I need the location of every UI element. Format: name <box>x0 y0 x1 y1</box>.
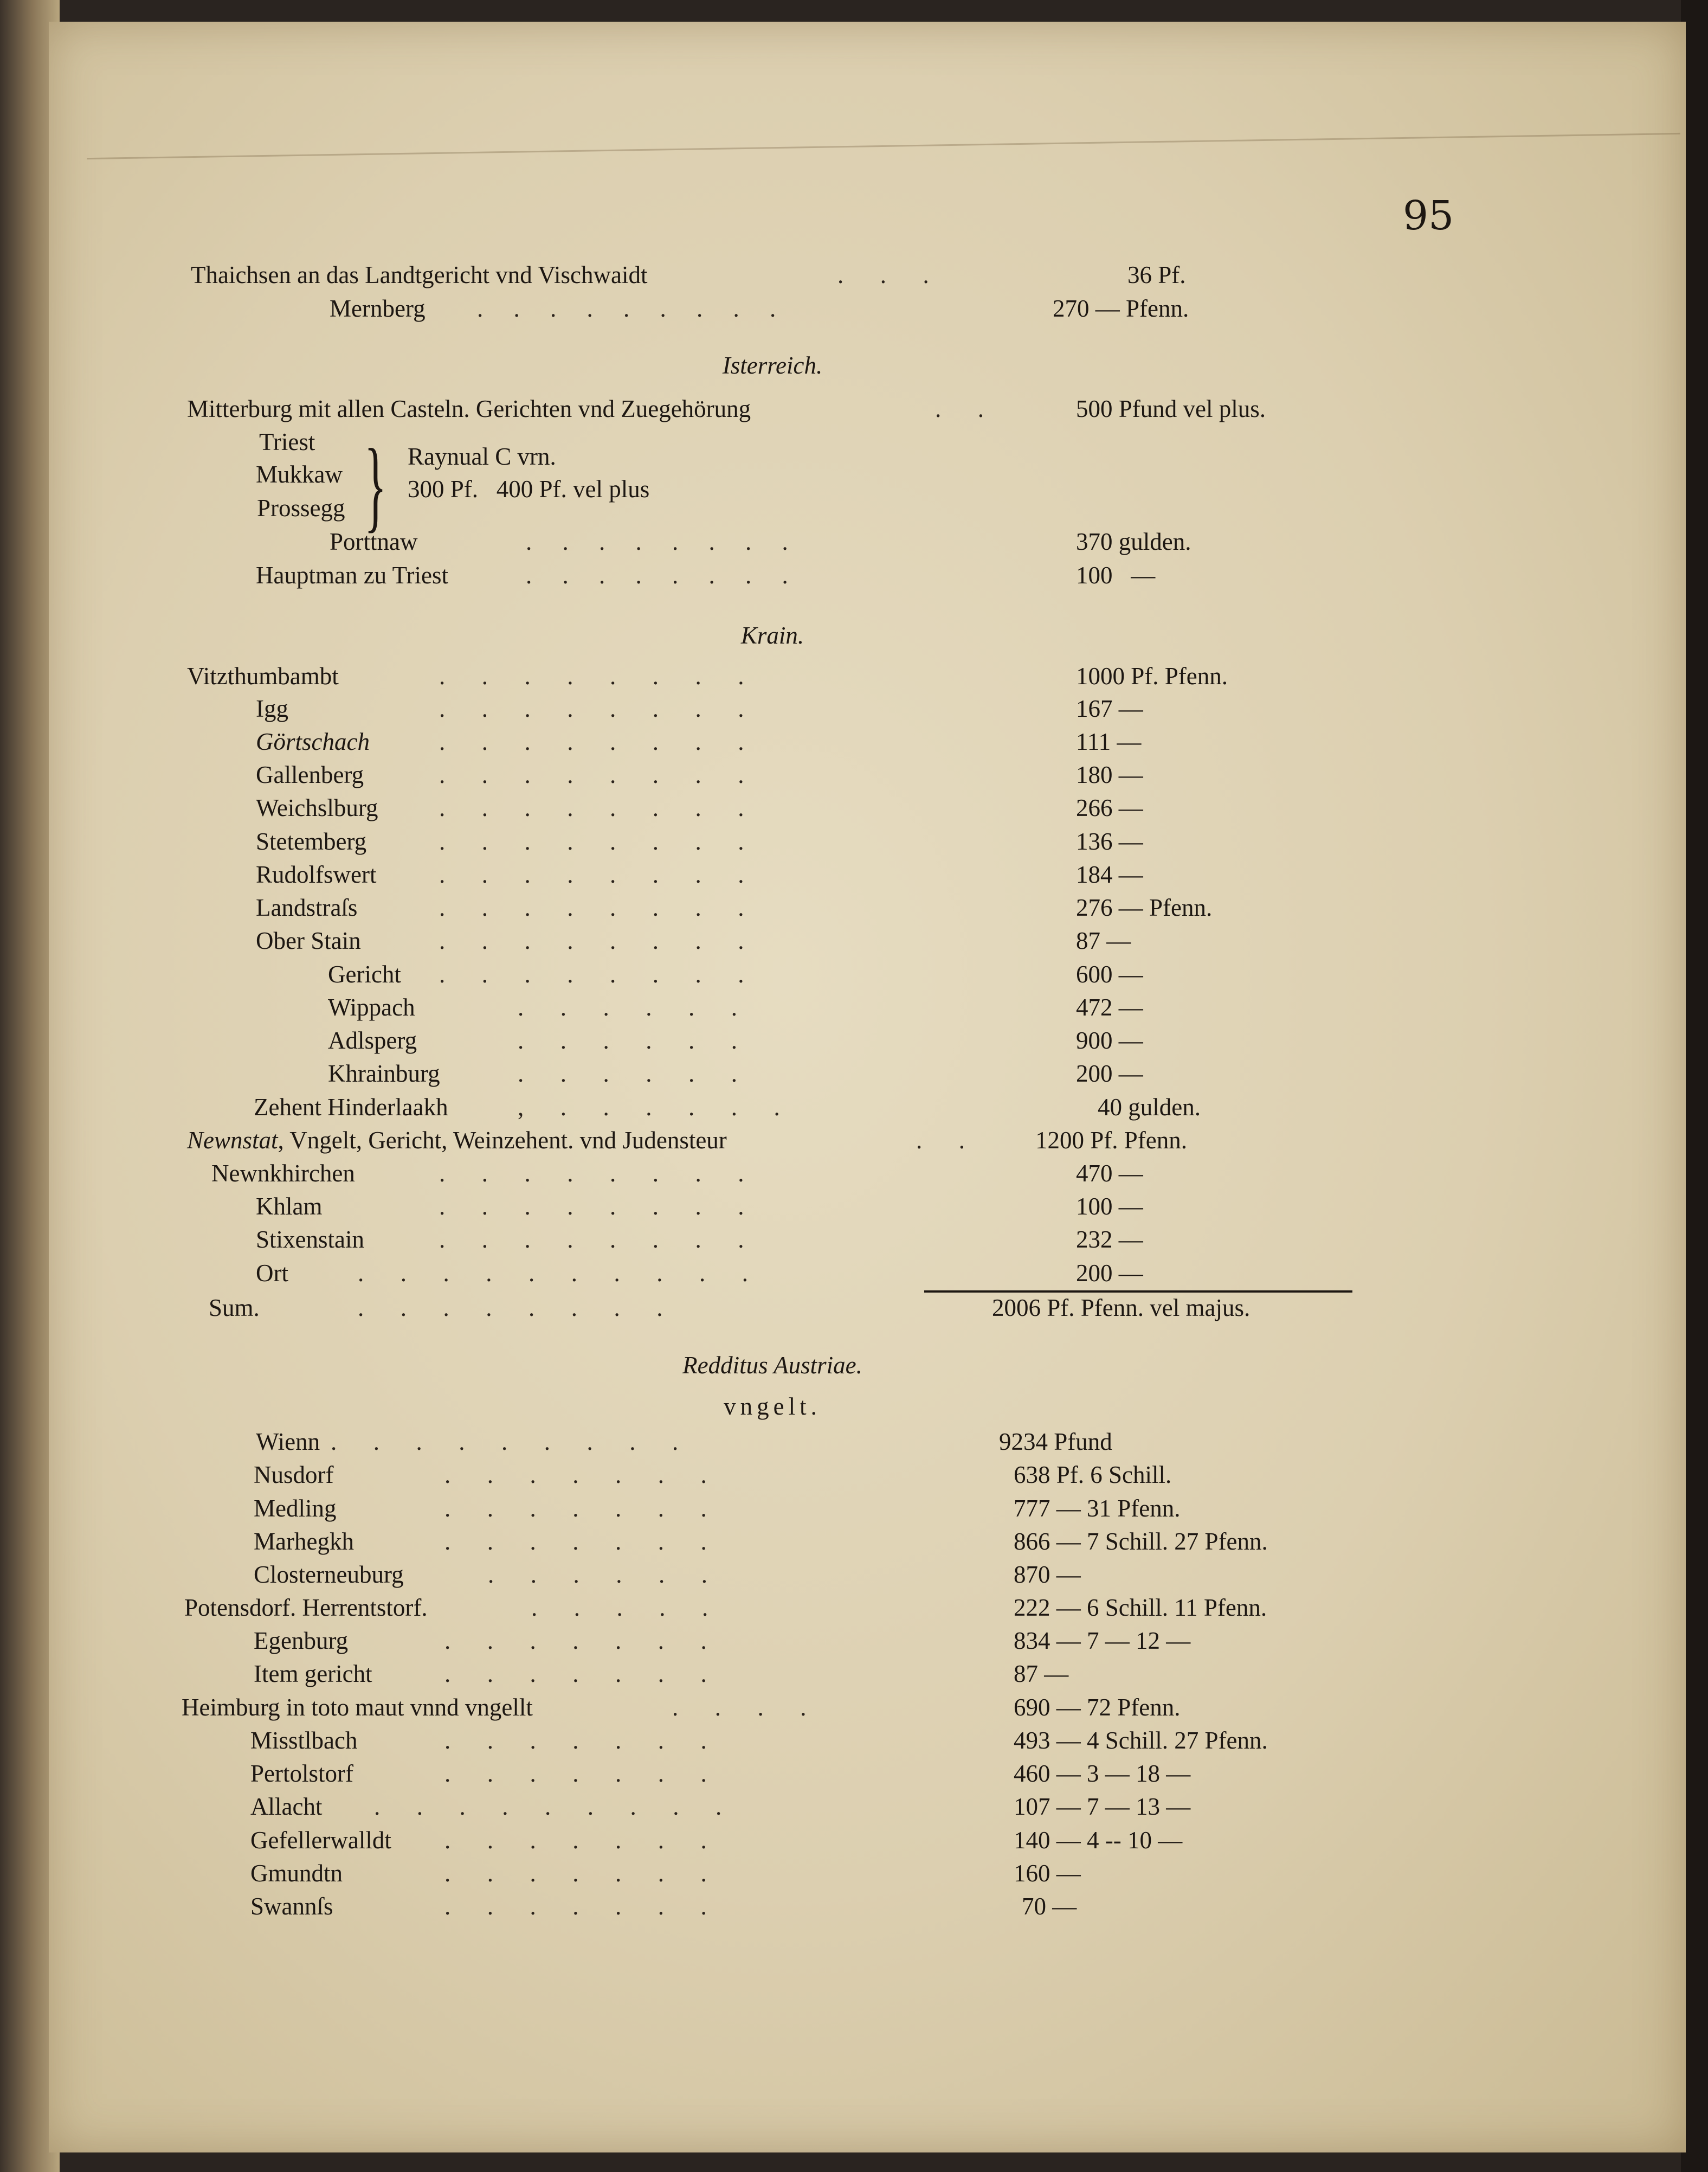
leader-dots: . . . . . . . . <box>439 761 744 788</box>
entry-value: 167 — <box>1076 695 1143 722</box>
entry-value: 87 — <box>1076 927 1131 954</box>
leader-dots: . . . . . . <box>488 1561 707 1588</box>
leader-dots: . . . . . . <box>518 1060 737 1087</box>
leader-dots: . . . . . . . . <box>439 695 744 722</box>
entry-name: Gefellerwalldt <box>250 1827 391 1854</box>
section-heading-krain: Krain. <box>740 622 804 649</box>
leader-dots: . . . . . <box>531 1594 708 1621</box>
leader-dots: . . . . . . . <box>444 1760 707 1787</box>
entry-name-rest: , Vngelt, Gericht, Weinzehent. vnd Judensteur <box>278 1127 727 1154</box>
entry-value: 460 — 3 — 18 — <box>1014 1760 1191 1787</box>
entry-value: 160 — <box>1014 1860 1081 1887</box>
leader-dots: . . . . . . <box>518 994 737 1021</box>
entry-value: 370 gulden. <box>1076 528 1191 555</box>
leader-dots: . . . . . . . <box>444 1461 707 1488</box>
entry-name: Hauptman zu Triest <box>256 562 448 589</box>
leader-dots: . . . . . . . . <box>439 861 744 888</box>
entry-name: Mernberg <box>330 295 426 322</box>
entry-value: 276 — Pfenn. <box>1076 894 1213 921</box>
entry-name: Thaichsen an das Landtgericht vnd Vischwaidt <box>191 261 648 288</box>
entry-value: 107 — 7 — 13 — <box>1014 1793 1191 1820</box>
leader-dots: . . . . . . . . <box>439 927 744 954</box>
leader-dots: . . . . . . . . <box>526 562 788 589</box>
entry-name: Stetemberg <box>256 828 367 855</box>
entry-value: 184 — <box>1076 861 1143 888</box>
leader-dots: . . . . . . . <box>444 1627 707 1654</box>
entry-name: Potensdorf. Herrentstorf. <box>184 1594 428 1621</box>
entry-value: 638 Pf. 6 Schill. <box>1014 1461 1172 1488</box>
entry-value: 87 — <box>1014 1660 1069 1687</box>
entry-value: 222 — 6 Schill. 11 Pfenn. <box>1014 1594 1267 1621</box>
entry-name: Görtschach <box>256 728 370 755</box>
entry-name: Mitterburg mit allen Casteln. Gerichten vnd Zuegehörung <box>187 395 751 422</box>
entry-name <box>187 1128 727 1153</box>
sum-rule <box>924 1290 1352 1293</box>
entry-value: 777 — 31 Pfenn. <box>1014 1495 1181 1522</box>
leader-dots: . . . . . . . <box>444 1893 707 1920</box>
entry-value: 9234 Pfund <box>999 1428 1112 1455</box>
leader-dots: . . . . . . . . <box>358 1294 663 1321</box>
entry-value: 870 — <box>1014 1561 1081 1588</box>
entry-name: Misstlbach <box>250 1727 358 1754</box>
group-place: Mukkaw <box>256 461 343 488</box>
leader-dots: . . . . . . . . <box>439 1226 744 1253</box>
leader-dots: . . . . . . . . . <box>331 1428 679 1455</box>
entry-value: 834 — 7 — 12 — <box>1014 1627 1191 1654</box>
entry-name: Khrainburg <box>328 1060 440 1087</box>
entry-name: Wienn <box>256 1428 320 1455</box>
entry-value: 1000 Pf. Pfenn. <box>1076 663 1228 690</box>
entry-value: 493 — 4 Schill. 27 Pfenn. <box>1014 1727 1268 1754</box>
entry-name: Porttnaw <box>330 528 418 555</box>
leader-dots: . . <box>916 1127 965 1154</box>
leader-dots: . . . . . . . . . <box>374 1793 722 1820</box>
leader-dots: . . . . . . . <box>444 1495 707 1522</box>
entry-value: 266 — <box>1076 794 1143 821</box>
leader-dots: . . . . . . . <box>444 1727 707 1754</box>
entry-name: Gmundtn <box>250 1860 343 1887</box>
page-number: 95 <box>1403 192 1454 239</box>
entry-name: Zehent Hinderlaakh <box>254 1094 448 1121</box>
section-subheading: vngelt. <box>724 1393 821 1420</box>
section-heading-austriae: Redditus Austriae. <box>682 1352 862 1379</box>
group-note: Raynual C vrn. <box>408 443 556 470</box>
group-note: 300 Pf. 400 Pf. vel plus <box>408 475 650 503</box>
leader-dots: . . . . . . . . <box>439 894 744 921</box>
leader-dots: , . . . . . . <box>518 1094 780 1121</box>
entry-value: 232 — <box>1076 1226 1143 1253</box>
entry-value: 180 — <box>1076 761 1143 788</box>
group-place: Triest <box>259 428 315 455</box>
entry-name: Rudolfswert <box>256 861 377 888</box>
entry-value: 70 — <box>1022 1893 1077 1920</box>
sum-value: 2006 Pf. Pfenn. vel majus. <box>992 1294 1251 1321</box>
entry-name: Ort <box>256 1259 288 1287</box>
entry-value: 36 Pf. <box>1127 261 1186 288</box>
entry-name: Vitzthumbambt <box>187 663 339 690</box>
entry-value: 1200 Pf. Pfenn. <box>1035 1127 1187 1154</box>
section-heading-isterreich: Isterreich. <box>722 352 823 379</box>
entry-name: Landstraſs <box>256 894 358 921</box>
brace-glyph: } <box>364 428 387 542</box>
leader-dots: . . . . . . . . <box>526 528 788 555</box>
entry-name: Wippach <box>328 994 415 1021</box>
entry-name: Heimburg in toto maut vnnd vngellt <box>182 1694 533 1721</box>
entry-name: Swannſs <box>250 1893 333 1920</box>
sum-label: Sum. <box>209 1294 260 1321</box>
entry-value: 500 Pfund vel plus. <box>1076 395 1266 422</box>
entry-value: 200 — <box>1076 1259 1143 1287</box>
entry-name: Gericht <box>328 961 401 988</box>
entry-value: 100 — <box>1076 1193 1143 1220</box>
entry-value: 900 — <box>1076 1027 1143 1054</box>
entry-value: 600 — <box>1076 961 1143 988</box>
entry-name: Pertolstorf <box>250 1760 353 1787</box>
entry-value: 111 — <box>1076 728 1142 755</box>
leader-dots: . . . . . . . . <box>439 663 744 690</box>
entry-name: Closterneuburg <box>254 1561 404 1588</box>
entry-value: 690 — 72 Pfenn. <box>1014 1694 1181 1721</box>
leader-dots: . . . . . . . . <box>439 728 744 755</box>
entry-name: Allacht <box>250 1793 323 1820</box>
entry-name: Adlsperg <box>328 1027 417 1054</box>
entry-name: Stixenstain <box>256 1226 364 1253</box>
group-place: Prossegg <box>257 494 345 522</box>
leader-dots: . . . . . . <box>518 1027 737 1054</box>
entry-name: Igg <box>256 695 288 722</box>
entry-value: 136 — <box>1076 828 1143 855</box>
entry-value: 472 — <box>1076 994 1143 1021</box>
entry-value: 470 — <box>1076 1160 1143 1187</box>
entry-value: 100 — <box>1076 562 1156 589</box>
leader-dots: . . . . . . . . <box>439 1160 744 1187</box>
leader-dots: . . . . . . . <box>444 1860 707 1887</box>
entry-value: 866 — 7 Schill. 27 Pfenn. <box>1014 1528 1268 1555</box>
entry-value: 200 — <box>1076 1060 1143 1087</box>
entry-name: Nusdorf <box>254 1461 334 1488</box>
entry-name: Khlam <box>256 1193 323 1220</box>
leader-dots: . . <box>935 395 984 422</box>
leader-dots: . . . . . . . . . . <box>358 1259 748 1287</box>
entry-name: Medling <box>254 1495 337 1522</box>
leader-dots: . . . . . . . . <box>439 828 744 855</box>
leader-dots: . . . <box>837 261 929 288</box>
leader-dots: . . . . . . . . . <box>477 295 776 322</box>
entry-name: Gallenberg <box>256 761 364 788</box>
entry-name-italic: Newnstat <box>187 1127 278 1154</box>
entry-name: Newnkhirchen <box>211 1160 355 1187</box>
entry-value: 270 — Pfenn. <box>1053 295 1189 322</box>
leader-dots: . . . . . . . <box>444 1827 707 1854</box>
leader-dots: . . . . <box>672 1694 807 1721</box>
entry-name: Egenburg <box>254 1627 349 1654</box>
leader-dots: . . . . . . . . <box>439 1193 744 1220</box>
leader-dots: . . . . . . . <box>444 1660 707 1687</box>
entry-name: Item gericht <box>254 1660 372 1687</box>
entry-name: Weichslburg <box>256 794 378 821</box>
leader-dots: . . . . . . . <box>444 1528 707 1555</box>
leader-dots: . . . . . . . . <box>439 961 744 988</box>
leader-dots: . . . . . . . . <box>439 794 744 821</box>
entry-name: Marhegkh <box>254 1528 354 1555</box>
entry-value: 140 — 4 -- 10 — <box>1014 1827 1183 1854</box>
entry-name: Ober Stain <box>256 927 361 954</box>
entry-value: 40 gulden. <box>1098 1094 1201 1121</box>
